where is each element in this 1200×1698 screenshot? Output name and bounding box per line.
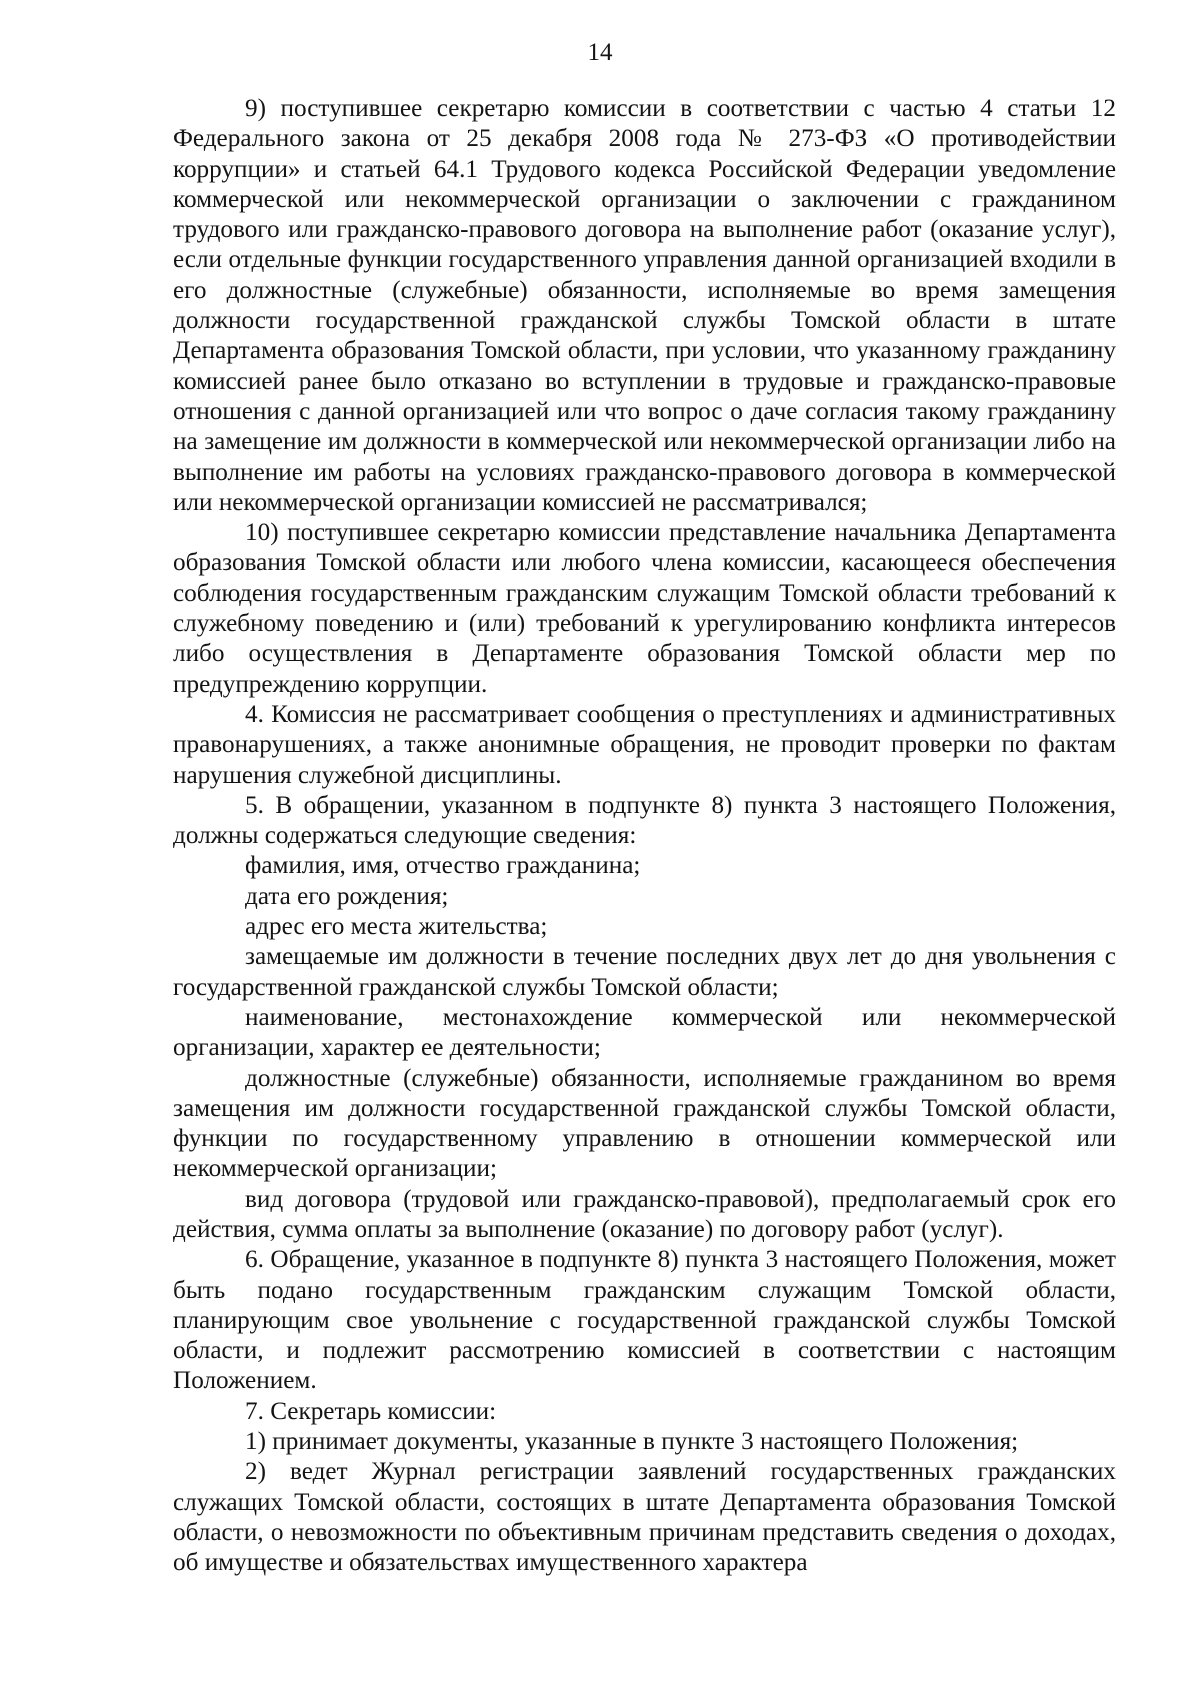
paragraph: 4. Комиссия не рассматривает сообщения о преступлениях и административных правонарушениях, а также анонимные обращения, не проводит проверки по фактам нарушения служебной дисциплины. <box>173 700 1116 789</box>
paragraph: 6. Обращение, указанное в подпункте 8) пункта 3 настоящего Положения, может быть подано государственным гражданским служащим Томской области, планирующим свое увольнение с государственной гражданской службы Томской области, и подлежит рассмотрению комиссией в соответствии с настоящим Положением. <box>173 1246 1116 1395</box>
paragraph: замещаемые им должности в течение последних двух лет до дня увольнения с государственной гражданской службы Томской области; <box>173 943 1116 1001</box>
paragraph: наименование, местонахождение коммерческой или некоммерческой организации, характер ее деятельности; <box>173 1003 1116 1062</box>
paragraph: должностные (служебные) обязанности, исполняемые гражданином во время замещения им должности государственной гражданской службы Томской области, функции по государственному управлению в отношении коммерческой или некоммерческой организации; <box>173 1064 1116 1183</box>
paragraph: дата его рождения; <box>245 882 449 910</box>
paragraph: 1) принимает документы, указанные в пункте 3 настоящего Положения; <box>245 1428 1019 1456</box>
page-number: 14 <box>587 39 613 66</box>
paragraph: 5. В обращении, указанном в подпункте 8) пункта 3 настоящего Положения, должны содержаться следующие сведения: <box>173 791 1116 850</box>
paragraph: адрес его места жительства; <box>245 913 548 941</box>
paragraph: вид договора (трудовой или гражданско-правовой), предполагаемый срок его действия, сумма оплаты за выполнение (оказание) по договору работ (услуг). <box>173 1185 1116 1243</box>
document-body <box>173 94 1116 1579</box>
paragraph: 9) поступившее секретарю комиссии в соответствии с частью 4 статьи 12 Федерального закона от 25 декабря 2008 года № 273-ФЗ «О противодействии коррупции» и статьей 64.1 Трудового кодекса Российской Федерации уведомление коммерческой или некоммерческой организации о заключении с гражданином трудового или гражданско-правового договора на выполнение работ (оказание услуг), если отдельные функции государственного управления данной организацией входили в его должностные (служебные) обязанности, исполняемые во время замещения должности государственной гражданской службы Томской области в штате Департамента образования Томской области, при условии, что указанному гражданину комиссией ранее было отказано во вступлении в трудовые и гражданско-правовые отношения с данной организацией или что вопрос о даче согласия такому гражданину на замещение им должности в коммерческой или некоммерческой организации либо на выполнение им работы на условиях гражданско-правового договора в коммерческой или некоммерческой организации комиссией не рассматривался; <box>173 95 1116 516</box>
paragraph: 10) поступившее секретарю комиссии представление начальника Департамента образования Томской области или любого члена комиссии, касающееся обеспечения соблюдения государственным гражданским служащим Томской области требований к служебному поведению и (или) требований к урегулированию конфликта интересов либо осуществления в Департаменте образования Томской области мер по предупреждению коррупции. <box>173 519 1116 698</box>
paragraph: 2) ведет Журнал регистрации заявлений государственных гражданских служащих Томской области, состоящих в штате Департамента образования Томской области, о невозможности по объективным причинам представить сведения о доходах, об имуществе и обязательствах имущественного характера <box>173 1458 1116 1577</box>
paragraph: фамилия, имя, отчество гражданина; <box>245 852 641 880</box>
paragraph: 7. Секретарь комиссии: <box>245 1397 497 1425</box>
